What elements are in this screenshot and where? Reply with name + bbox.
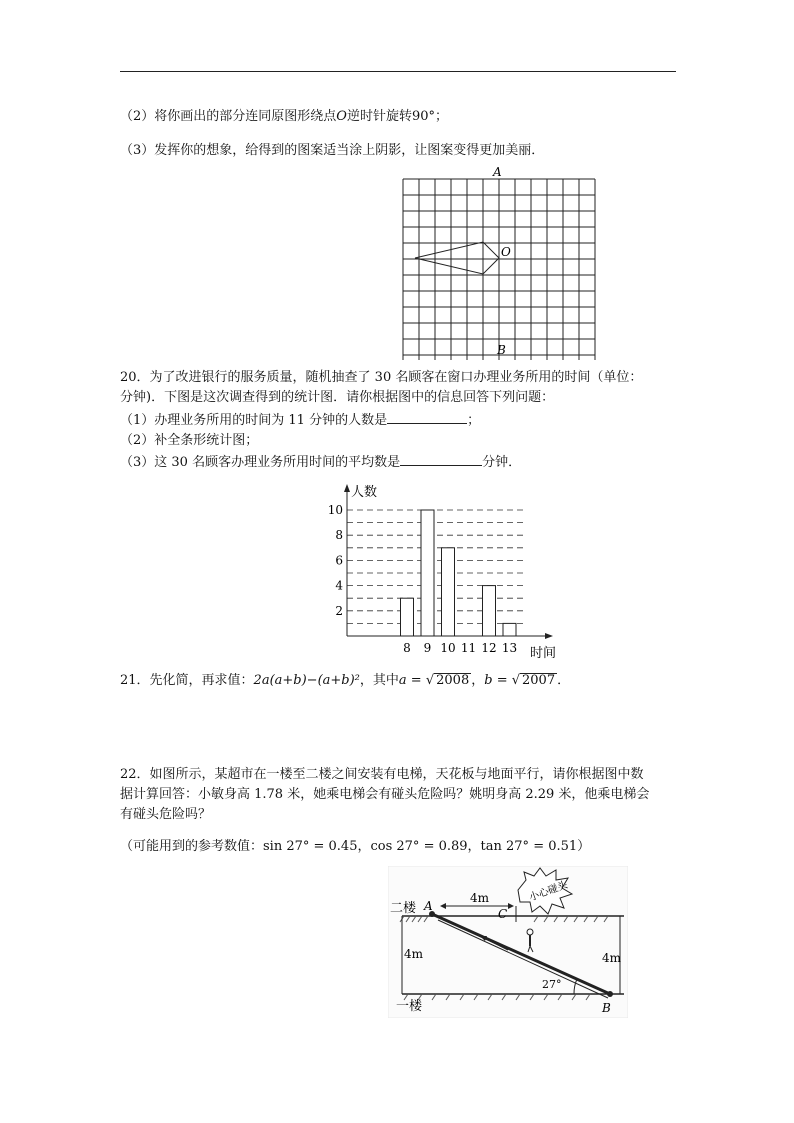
fig-right-height: 4m — [602, 951, 622, 965]
chart-y-tick: 2 — [335, 603, 343, 618]
warning-text: 小心碰头 — [527, 879, 570, 904]
q19-grid-figure — [395, 160, 605, 360]
fig-floor2-label: 二楼 — [390, 901, 417, 916]
chart-x-tick: 10 — [440, 641, 456, 655]
chart-bar-12 — [483, 586, 496, 636]
chart-bar-9 — [421, 510, 434, 636]
chart-bar-13 — [503, 623, 516, 636]
q19-label-b: B — [497, 343, 506, 357]
chart-y-tick: 6 — [335, 553, 343, 568]
q22-line-2: 据计算回答：小敏身高 1.78 米，她乘电梯会有碰头危险吗？姚明身高 2.29 米，他乘电梯会 — [120, 787, 650, 802]
q21-expression: 2a(a+b)−(a+b)² — [253, 673, 360, 688]
q19-step2: （2）将你画出的部分连同原图形绕点O逆时针旋转90°； — [120, 109, 448, 124]
q20-part1: （1）办理业务所用的时间为 11 分钟的人数是 ； — [120, 413, 481, 428]
fig-floor1-label: 一楼 — [396, 999, 423, 1014]
q19-step3: （3）发挥你的想象，给得到的图案适当涂上阴影，让图案变得更加美丽． — [120, 143, 545, 158]
q20-intro-2: 分钟)．下图是这次调查得到的统计图．请你根据图中的信息回答下列问题： — [120, 390, 555, 405]
header-rule — [120, 71, 676, 72]
q22-line-3: 有碰头危险吗？ — [120, 807, 212, 822]
fig-top-distance: 4m — [470, 891, 490, 905]
fig-label-c: C — [498, 907, 508, 921]
q20-answer-blank-2[interactable] — [400, 453, 482, 466]
q20-part2: （2）补全条形统计图； — [120, 433, 259, 448]
chart-x-tick: 8 — [403, 641, 411, 655]
q22-reference: （可能用到的参考数值：sin 27° = 0.45，cos 27° = 0.89，tan 27° = 0.51） — [120, 839, 591, 854]
chart-bar-10 — [442, 548, 455, 636]
q20-bar-chart — [325, 478, 565, 663]
q19-label-a: A — [493, 165, 502, 179]
q20-intro-1: 20．为了改进银行的服务质量，随机抽查了 30 名顾客在窗口办理业务所用的时间（单位： — [120, 370, 643, 385]
q19-label-o: O — [501, 245, 511, 259]
chart-x-tick: 12 — [481, 641, 497, 655]
q22-line-1: 22．如图所示，某超市在一楼至二楼之间安装有电梯，天花板与地面平行，请你根据图中数 — [120, 767, 644, 782]
chart-x-tick: 11 — [460, 641, 477, 655]
chart-y-arrow — [344, 484, 350, 492]
chart-bar-8 — [401, 598, 414, 636]
fig-angle-label: 27° — [542, 978, 562, 991]
q22-escalator-figure — [388, 866, 628, 1018]
chart-y-tick: 10 — [327, 503, 343, 517]
chart-y-tick: 4 — [335, 578, 343, 593]
fig-label-b: B — [602, 1001, 611, 1015]
chart-x-tick: 9 — [423, 641, 432, 655]
q20-part3: （3）这 30 名顾客办理业务所用时间的平均数是 分钟． — [120, 455, 522, 470]
chart-y-tick: 8 — [335, 528, 343, 543]
q21-line: 21．先化简，再求值：2a(a+b)−(a+b)²，其中a = √ 2008 ，b = √ 2007 ． — [120, 673, 571, 688]
fig-label-a: A — [424, 899, 433, 913]
chart-x-arrow — [545, 633, 553, 639]
chart-x-label: 时间 — [530, 646, 557, 661]
q19-arrow-shape — [415, 242, 499, 274]
q20-answer-blank-1[interactable] — [387, 411, 467, 424]
fig-left-height: 4m — [404, 947, 424, 961]
chart-y-label: 人数 — [351, 485, 378, 500]
chart-x-tick: 13 — [501, 641, 518, 655]
